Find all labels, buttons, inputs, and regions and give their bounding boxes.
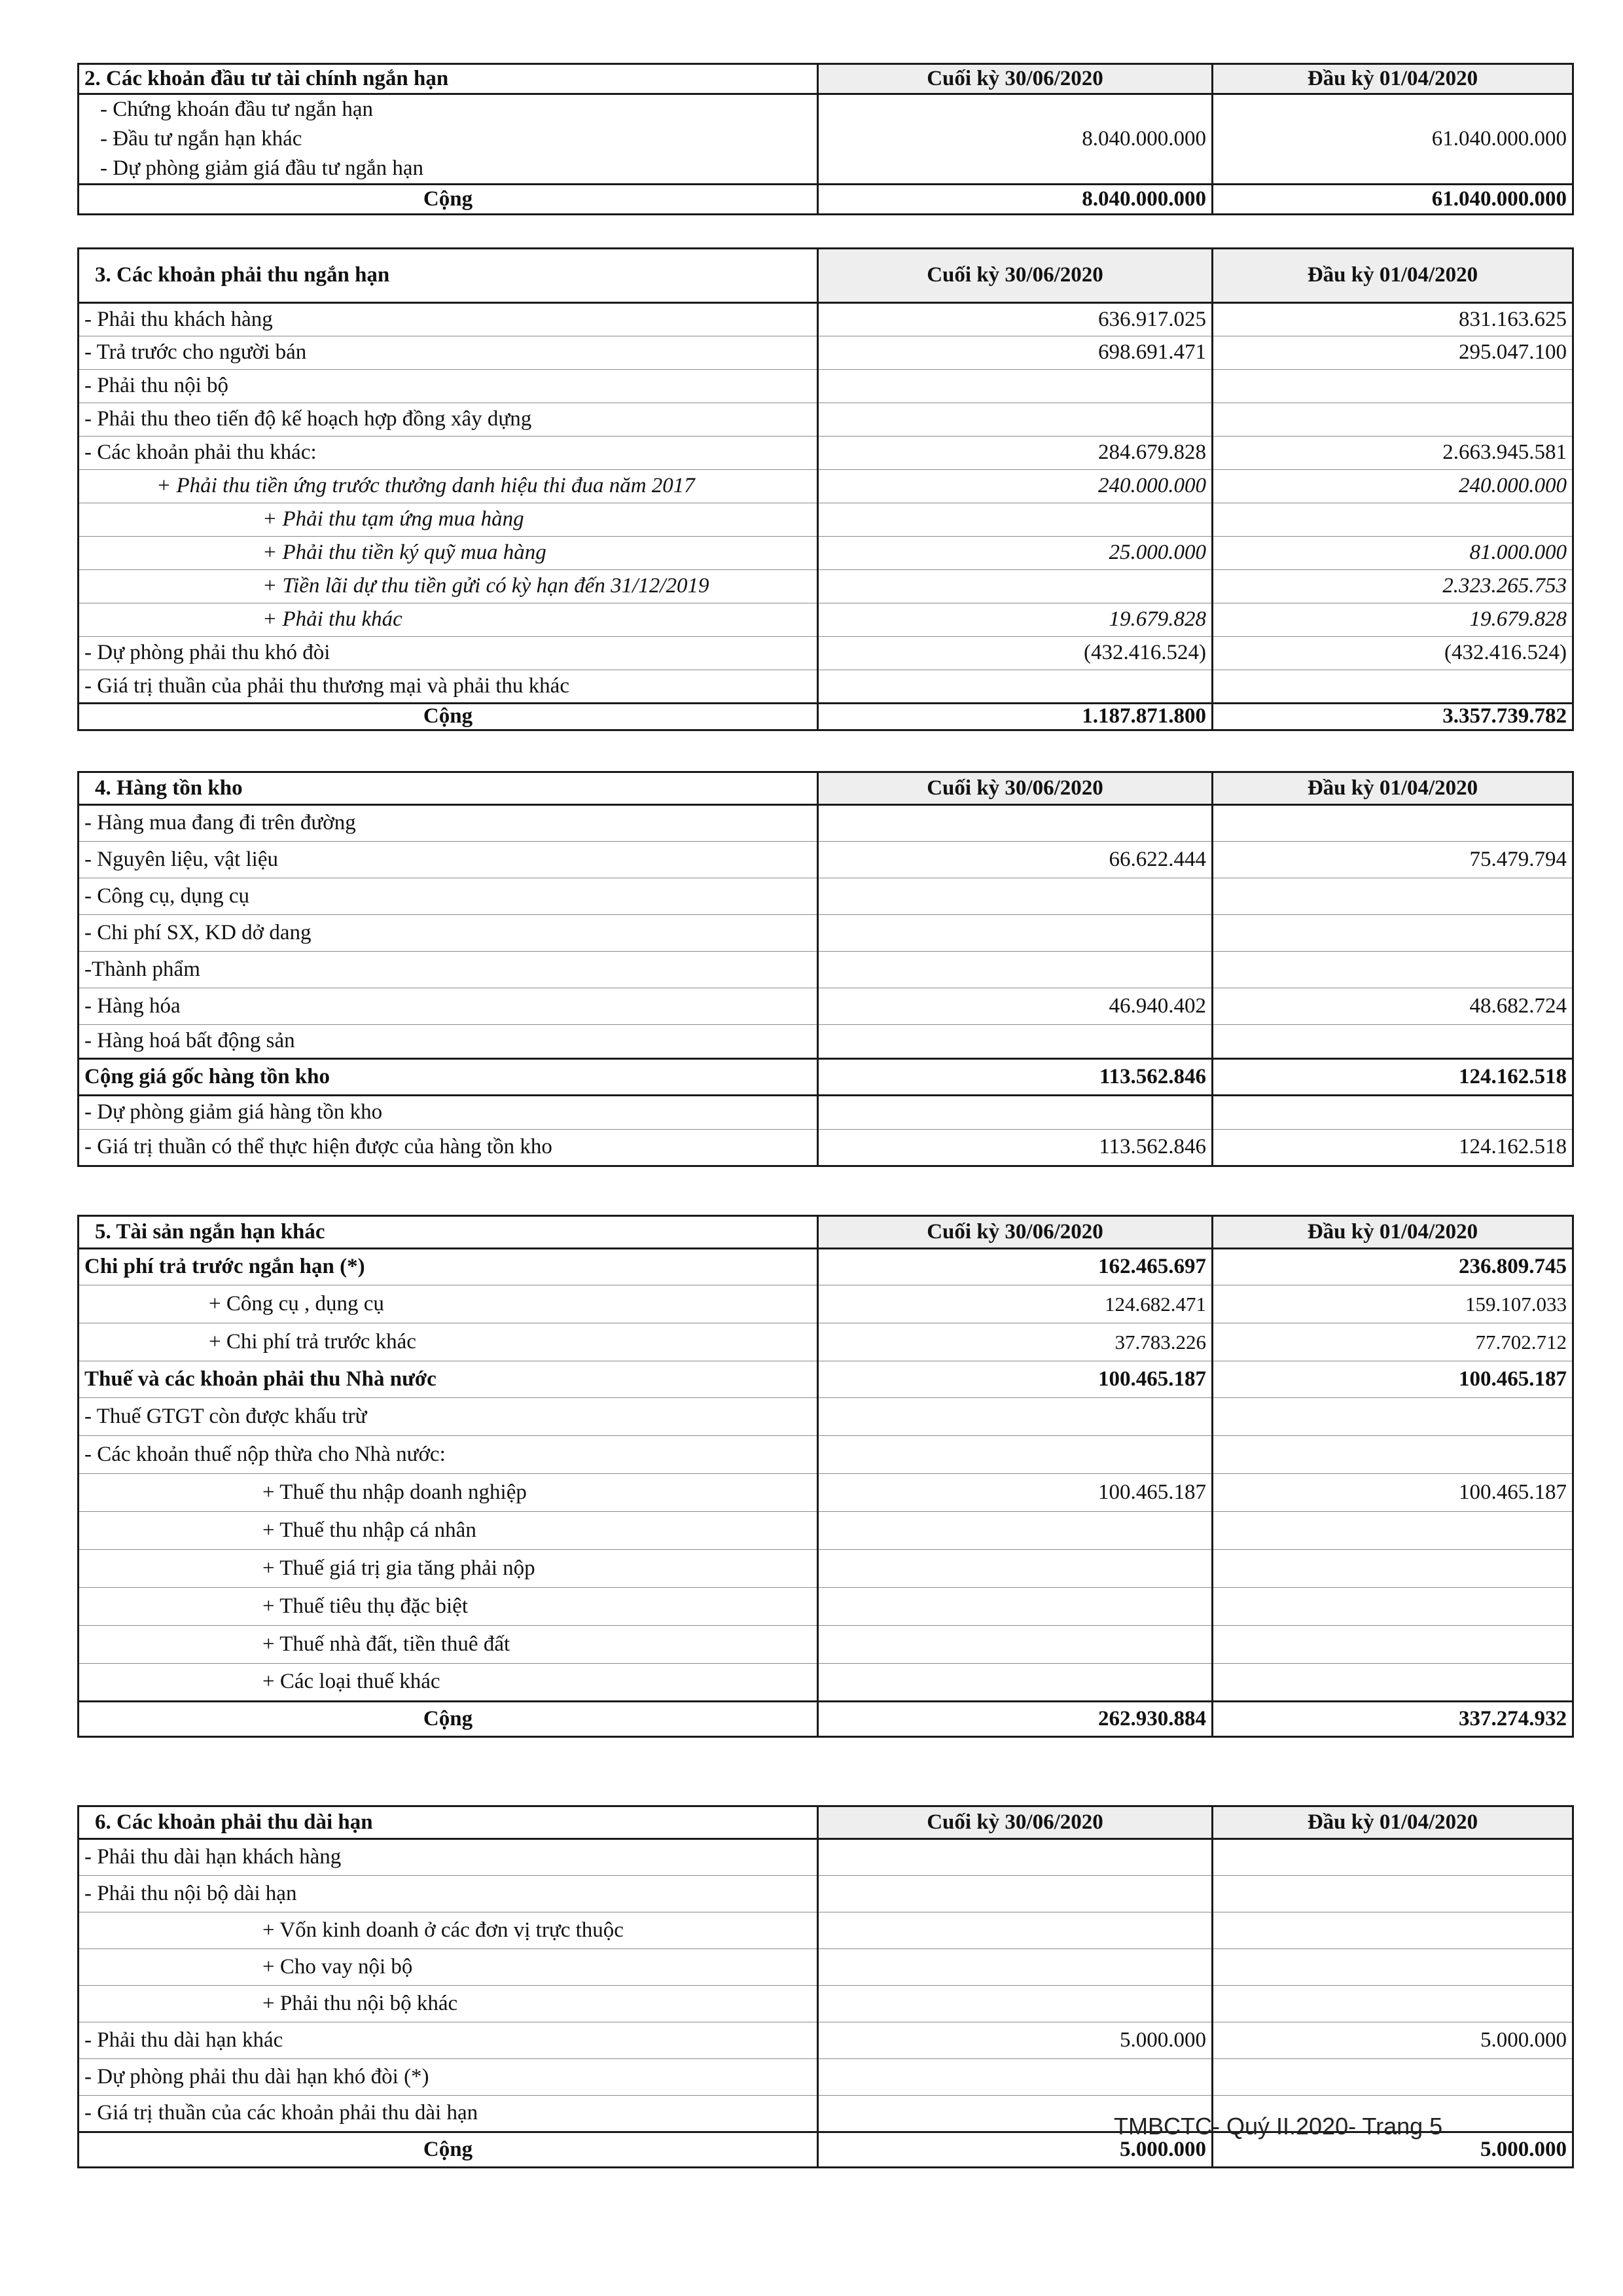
table-title: 6. Các khoản phải thu dài hạn xyxy=(79,1806,818,1839)
row-label: - Chứng khoán đầu tư ngắn hạn xyxy=(100,98,374,121)
column-header-start: Đầu kỳ 01/04/2020 xyxy=(1213,1806,1573,1839)
value-end xyxy=(818,1398,1213,1436)
row-label: - Các khoản thuế nộp thừa cho Nhà nước: xyxy=(79,1436,818,1474)
value-end xyxy=(818,1025,1213,1059)
value-start xyxy=(1213,1876,1573,1912)
value-start xyxy=(1213,1550,1573,1588)
value-end xyxy=(818,2059,1213,2096)
total-label: Cộng xyxy=(79,704,818,730)
row-label: + Phải thu tạm ứng mua hàng xyxy=(79,503,818,537)
row-label: - Thuế GTGT còn được khấu trừ xyxy=(79,1398,818,1436)
column-header-start: Đầu kỳ 01/04/2020 xyxy=(1213,772,1573,805)
value-end: 636.917.025 xyxy=(818,303,1213,336)
row-label: - Giá trị thuần của phải thu thương mại và phải thu khác xyxy=(79,670,818,704)
value-end xyxy=(818,403,1213,437)
value-end xyxy=(818,1839,1213,1876)
row-label: + Cho vay nội bộ xyxy=(79,1949,818,1986)
value-end xyxy=(818,805,1213,842)
total-end: 8.040.000.000 xyxy=(818,185,1213,215)
value-start xyxy=(1213,952,1573,988)
value-end: (432.416.524) xyxy=(818,637,1213,670)
value-start xyxy=(1213,1664,1573,1702)
table-title: 2. Các khoản đầu tư tài chính ngắn hạn xyxy=(79,64,818,94)
value-start xyxy=(1213,878,1573,915)
value-start xyxy=(1213,1949,1573,1986)
row-label: + Thuế nhà đất, tiền thuê đất xyxy=(79,1626,818,1664)
value-start: 2.323.265.753 xyxy=(1213,570,1573,603)
row-label: - Hàng hóa xyxy=(79,988,818,1025)
total-end: 5.000.000 xyxy=(818,2132,1213,2168)
row-label: + Thuế thu nhập doanh nghiệp xyxy=(79,1474,818,1512)
row-label: + Phải thu nội bộ khác xyxy=(79,1986,818,2022)
value-end: 698.691.471 xyxy=(818,336,1213,370)
value-end xyxy=(818,1876,1213,1912)
value-end xyxy=(818,1664,1213,1702)
row-label: + Vốn kinh doanh ở các đơn vị trực thuộc xyxy=(79,1912,818,1949)
value-start xyxy=(1213,1436,1573,1474)
value-start xyxy=(1213,370,1573,403)
row-label: + Thuế giá trị gia tăng phải nộp xyxy=(79,1550,818,1588)
value-start xyxy=(1213,503,1573,537)
value-end: 100.465.187 xyxy=(818,1361,1213,1398)
column-header-end: Cuối kỳ 30/06/2020 xyxy=(818,64,1213,94)
value-end xyxy=(818,1949,1213,1986)
value-end xyxy=(818,1912,1213,1949)
value-end: 113.562.846 xyxy=(818,1130,1213,1166)
row-label: - Phải thu dài hạn khách hàng xyxy=(79,1839,818,1876)
value-end xyxy=(818,1436,1213,1474)
value-start xyxy=(1213,1912,1573,1949)
total-start: 61.040.000.000 xyxy=(1213,185,1573,215)
value-start xyxy=(1213,2059,1573,2096)
value-end: 5.000.000 xyxy=(818,2022,1213,2059)
row-label: Chi phí trả trước ngắn hạn (*) xyxy=(79,1249,818,1285)
inventory-table xyxy=(77,771,1574,1167)
row-label: - Chi phí SX, KD dở dang xyxy=(79,915,818,952)
value-end: 19.679.828 xyxy=(818,603,1213,637)
row-label: - Công cụ, dụng cụ xyxy=(79,878,818,915)
column-header-end: Cuối kỳ 30/06/2020 xyxy=(818,1806,1213,1839)
value-end xyxy=(818,370,1213,403)
value-start: 77.702.712 xyxy=(1213,1323,1573,1361)
gross-cost-start: 124.162.518 xyxy=(1213,1059,1573,1096)
value-end: 46.940.402 xyxy=(818,988,1213,1025)
row-label: + Thuế tiêu thụ đặc biệt xyxy=(79,1588,818,1626)
value-end xyxy=(818,1626,1213,1664)
value-end xyxy=(818,952,1213,988)
value-start: 236.809.745 xyxy=(1213,1249,1573,1285)
value-start xyxy=(1213,915,1573,952)
table-title: 3. Các khoản phải thu ngắn hạn xyxy=(79,249,818,303)
total-start: 3.357.739.782 xyxy=(1213,704,1573,730)
column-header-end: Cuối kỳ 30/06/2020 xyxy=(818,1216,1213,1249)
row-label: - Nguyên liệu, vật liệu xyxy=(79,842,818,878)
column-header-start: Đầu kỳ 01/04/2020 xyxy=(1213,249,1573,303)
value-start: 19.679.828 xyxy=(1213,603,1573,637)
column-header-end: Cuối kỳ 30/06/2020 xyxy=(818,249,1213,303)
value-start xyxy=(1213,1096,1573,1130)
value-start: 61.040.000.000 xyxy=(1213,94,1573,185)
table-title: 5. Tài sản ngắn hạn khác xyxy=(79,1216,818,1249)
row-label: - Hàng mua đang đi trên đường xyxy=(79,805,818,842)
total-end: 262.930.884 xyxy=(818,1702,1213,1737)
value-end: 240.000.000 xyxy=(818,470,1213,503)
investment-items xyxy=(79,94,818,185)
row-label: - Dự phòng phải thu khó đòi xyxy=(79,637,818,670)
value-start: 81.000.000 xyxy=(1213,537,1573,570)
value-end xyxy=(818,1096,1213,1130)
row-label: - Dự phòng giảm giá hàng tồn kho xyxy=(79,1096,818,1130)
row-label: - Dự phòng phải thu dài hạn khó đòi (*) xyxy=(79,2059,818,2096)
value-end: 100.465.187 xyxy=(818,1474,1213,1512)
row-label: - Đầu tư ngắn hạn khác xyxy=(100,127,302,151)
row-label: - Hàng hoá bất động sản xyxy=(79,1025,818,1059)
other-short-term-assets-table xyxy=(77,1215,1574,1738)
row-label: - Trả trước cho người bán xyxy=(79,336,818,370)
total-label: Cộng xyxy=(79,1702,818,1737)
row-label: - Các khoản phải thu khác: xyxy=(79,437,818,470)
row-label: + Phải thu tiền ký quỹ mua hàng xyxy=(79,537,818,570)
value-end xyxy=(818,878,1213,915)
value-start: 831.163.625 xyxy=(1213,303,1573,336)
value-start: 48.682.724 xyxy=(1213,988,1573,1025)
value-start: 75.479.794 xyxy=(1213,842,1573,878)
value-start xyxy=(1213,670,1573,704)
value-start xyxy=(1213,1512,1573,1550)
value-end: 25.000.000 xyxy=(818,537,1213,570)
value-end xyxy=(818,1550,1213,1588)
value-start: 124.162.518 xyxy=(1213,1130,1573,1166)
value-end: 66.622.444 xyxy=(818,842,1213,878)
row-label: + Phải thu tiền ứng trước thưởng danh hiệu thi đua năm 2017 xyxy=(79,470,818,503)
value-start: 2.663.945.581 xyxy=(1213,437,1573,470)
value-start: 5.000.000 xyxy=(1213,2022,1573,2059)
value-start xyxy=(1213,1025,1573,1059)
row-label: - Giá trị thuần có thể thực hiện được của hàng tồn kho xyxy=(79,1130,818,1166)
row-label: - Phải thu nội bộ dài hạn xyxy=(79,1876,818,1912)
value-start: 240.000.000 xyxy=(1213,470,1573,503)
value-end xyxy=(818,570,1213,603)
value-start xyxy=(1213,1839,1573,1876)
row-label: - Phải thu khách hàng xyxy=(79,303,818,336)
value-end xyxy=(818,503,1213,537)
value-start xyxy=(1213,1626,1573,1664)
short-term-receivables-table xyxy=(77,247,1574,731)
value-start xyxy=(1213,1588,1573,1626)
row-label: + Chi phí trả trước khác xyxy=(79,1323,818,1361)
row-label: + Các loại thuế khác xyxy=(79,1664,818,1702)
value-start: 100.465.187 xyxy=(1213,1474,1573,1512)
column-header-start: Đầu kỳ 01/04/2020 xyxy=(1213,64,1573,94)
table-title: 4. Hàng tồn kho xyxy=(79,772,818,805)
value-end: 284.679.828 xyxy=(818,437,1213,470)
row-label: - Dự phòng giảm giá đầu tư ngắn hạn xyxy=(100,156,424,180)
row-label: - Phải thu dài hạn khác xyxy=(79,2022,818,2059)
total-label: Cộng xyxy=(79,185,818,215)
gross-cost-label: Cộng giá gốc hàng tồn kho xyxy=(79,1059,818,1096)
value-end xyxy=(818,1588,1213,1626)
gross-cost-end: 113.562.846 xyxy=(818,1059,1213,1096)
value-end: 8.040.000.000 xyxy=(818,94,1213,185)
row-label: - Phải thu theo tiến độ kế hoạch hợp đồng xây dựng xyxy=(79,403,818,437)
total-start: 337.274.932 xyxy=(1213,1702,1573,1737)
column-header-start: Đầu kỳ 01/04/2020 xyxy=(1213,1216,1573,1249)
value-start: 295.047.100 xyxy=(1213,336,1573,370)
row-label: + Công cụ , dụng cụ xyxy=(79,1285,818,1323)
row-label: - Phải thu nội bộ xyxy=(79,370,818,403)
row-label: + Phải thu khác xyxy=(79,603,818,637)
value-start xyxy=(1213,1398,1573,1436)
value-end xyxy=(818,915,1213,952)
row-label: Thuế và các khoản phải thu Nhà nước xyxy=(79,1361,818,1398)
value-start: (432.416.524) xyxy=(1213,637,1573,670)
value-start: 100.465.187 xyxy=(1213,1361,1573,1398)
row-label: + Thuế thu nhập cá nhân xyxy=(79,1512,818,1550)
value-start xyxy=(1213,403,1573,437)
value-end: 37.783.226 xyxy=(818,1323,1213,1361)
value-start: 159.107.033 xyxy=(1213,1285,1573,1323)
row-label: -Thành phẩm xyxy=(79,952,818,988)
total-end: 1.187.871.800 xyxy=(818,704,1213,730)
value-end: 124.682.471 xyxy=(818,1285,1213,1323)
value-start xyxy=(1213,805,1573,842)
value-end xyxy=(818,1512,1213,1550)
row-label: + Tiền lãi dự thu tiền gửi có kỳ hạn đến 31/12/2019 xyxy=(79,570,818,603)
value-end: 162.465.697 xyxy=(818,1249,1213,1285)
total-start: 5.000.000 xyxy=(1213,2132,1573,2168)
total-label: Cộng xyxy=(79,2132,818,2168)
value-start xyxy=(1213,1986,1573,2022)
column-header-end: Cuối kỳ 30/06/2020 xyxy=(818,772,1213,805)
row-label: - Giá trị thuần của các khoản phải thu dài hạn xyxy=(79,2096,818,2132)
short-term-investments-table xyxy=(77,63,1574,215)
value-end xyxy=(818,1986,1213,2022)
page-footer: TMBCTC- Quý II.2020- Trang 5 xyxy=(1114,2113,1443,2140)
value-end xyxy=(818,670,1213,704)
